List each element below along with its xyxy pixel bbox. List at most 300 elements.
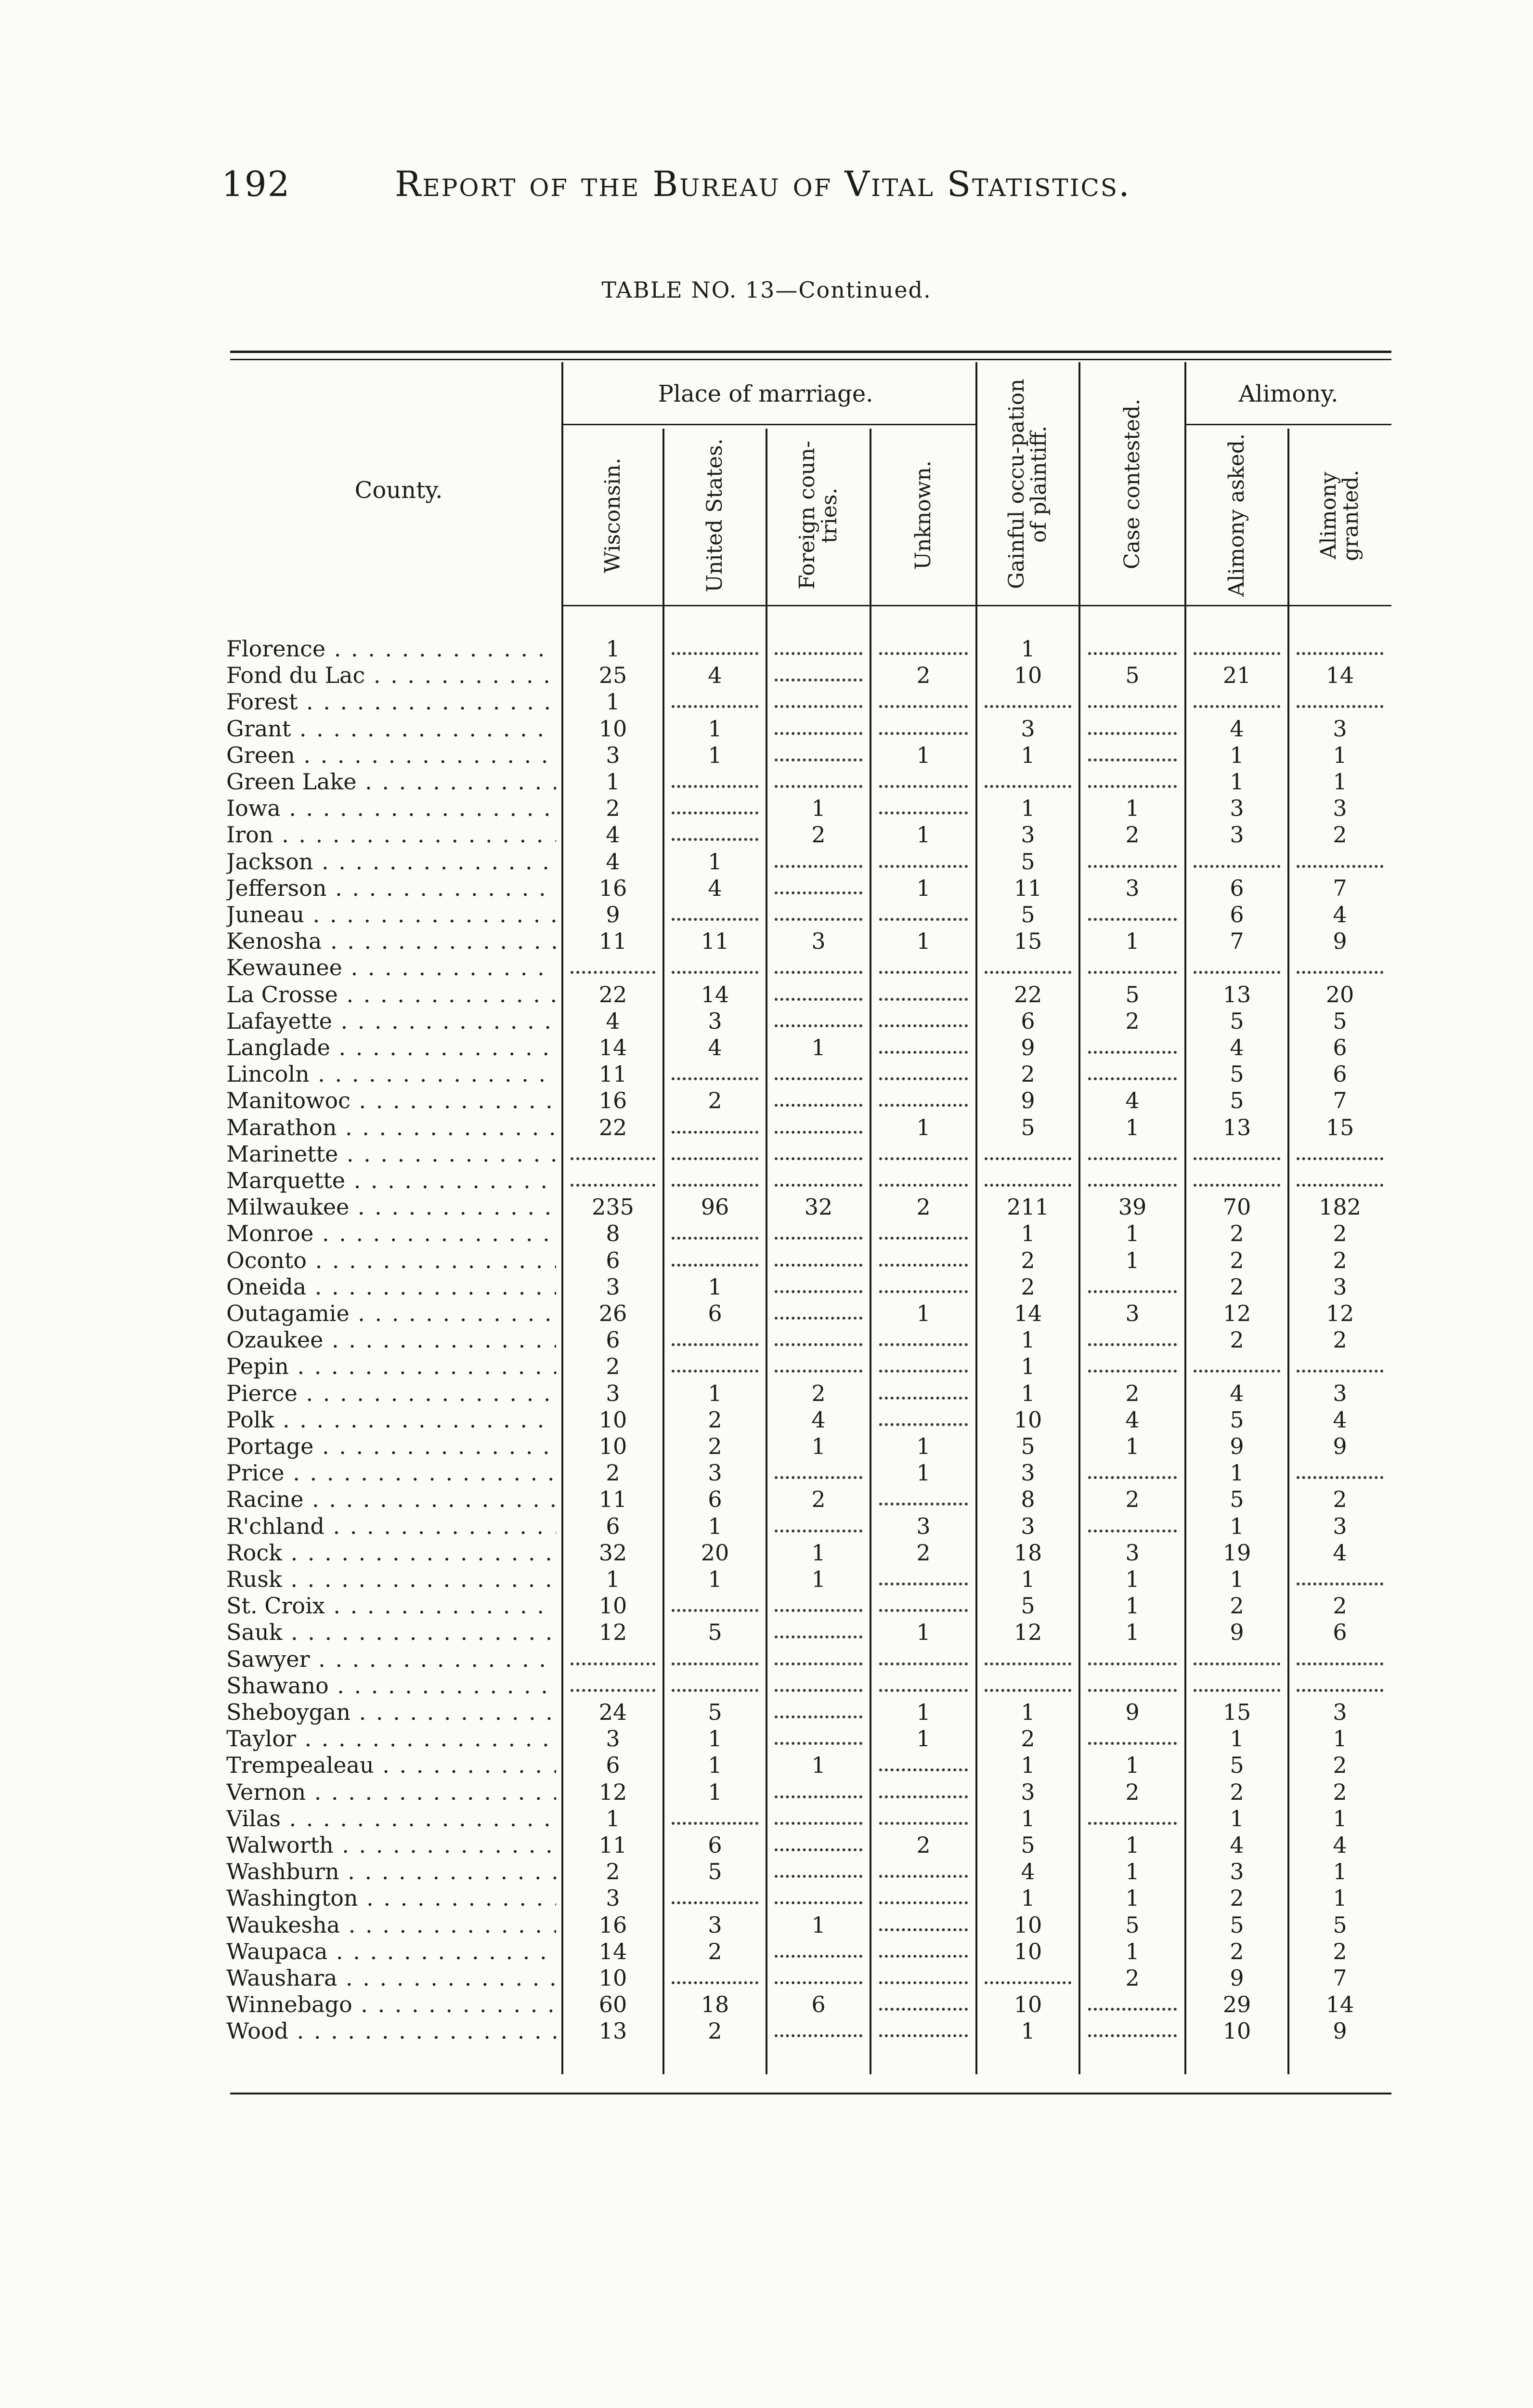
county-name: Sawyer . . . (226, 1646, 556, 1673)
table-row (226, 1167, 1391, 1194)
alimony-granted-cell: 2 (1333, 1593, 1347, 1619)
unknown-cell: 1 (916, 1460, 931, 1486)
gainful-occupation-cell: 8 (1021, 1486, 1035, 1513)
alimony-asked-cell: 7 (1230, 928, 1244, 955)
united-states-cell: 1 (708, 1273, 722, 1300)
county-name: Vilas . . . (226, 1806, 556, 1832)
county-name: Wood . . . (226, 2018, 556, 2044)
county-name: Winnebago . . . (226, 1991, 556, 2018)
united-states-column-header: United States. (702, 438, 727, 592)
united-states-cell: 4 (708, 1034, 722, 1060)
foreign-countries-cell: 1 (811, 1539, 826, 1566)
table-row (226, 636, 1391, 662)
county-name: R'chland . . . (226, 1513, 556, 1540)
table-row (226, 769, 1391, 795)
foreign-countries-cell (766, 1061, 870, 1087)
table-row (226, 2018, 1391, 2044)
alimony-asked-cell: 2 (1230, 1938, 1244, 1964)
table-row (226, 1247, 1391, 1274)
alimony-asked-cell: 2 (1230, 1220, 1244, 1247)
foreign-countries-cell (766, 2018, 870, 2044)
alimony-asked-cell (1185, 849, 1288, 875)
gainful-occupation-cell: 1 (1021, 2018, 1035, 2044)
foreign-countries-cell (766, 955, 870, 981)
wisconsin-cell: 16 (598, 875, 627, 901)
county-name: Price . . . (226, 1460, 556, 1486)
alimony-asked-cell: 9 (1230, 1433, 1244, 1459)
foreign-countries-cell (766, 1008, 870, 1034)
unknown-cell (870, 1885, 976, 1911)
alimony-granted-cell: 7 (1333, 1087, 1347, 1114)
foreign-countries-cell (766, 1832, 870, 1858)
unknown-cell: 2 (916, 1194, 931, 1220)
wisconsin-cell: 10 (598, 1965, 627, 1991)
unknown-cell (870, 1673, 976, 1699)
alimony-asked-cell: 29 (1222, 1991, 1251, 2018)
case-contested-cell: 1 (1125, 795, 1140, 822)
gainful-occupation-cell: 10 (1013, 1938, 1042, 1964)
table-row (226, 1114, 1391, 1141)
alimony-asked-cell: 2 (1230, 1593, 1244, 1619)
wisconsin-cell: 3 (606, 1273, 620, 1300)
case-contested-cell: 3 (1125, 1300, 1140, 1326)
foreign-countries-cell (766, 742, 870, 769)
wisconsin-column-header: Wisconsin. (600, 458, 625, 573)
alimony-asked-cell: 2 (1230, 1247, 1244, 1273)
alimony-granted-cell (1288, 1460, 1391, 1486)
gainful-occupation-cell: 5 (1021, 1832, 1035, 1858)
place-of-marriage-header: Place of marriage. (658, 380, 873, 407)
alimony-asked-cell: 5 (1230, 1486, 1244, 1513)
gainful-occupation-cell: 1 (1021, 1220, 1035, 1247)
wisconsin-cell: 235 (592, 1194, 634, 1220)
unknown-cell (870, 849, 976, 875)
table-row (226, 1752, 1391, 1779)
table-row (226, 1300, 1391, 1327)
alimony-granted-cell: 2 (1333, 1752, 1347, 1779)
wisconsin-cell: 2 (606, 795, 620, 822)
gainful-occupation-cell: 18 (1013, 1539, 1042, 1566)
wisconsin-cell: 2 (606, 1858, 620, 1885)
alimony-asked-cell (1185, 1673, 1288, 1699)
case-contested-cell (1079, 1327, 1185, 1353)
wisconsin-cell: 1 (606, 689, 620, 715)
foreign-countries-cell (766, 1087, 870, 1114)
alimony-granted-cell: 2 (1333, 1247, 1347, 1273)
alimony-granted-cell: 20 (1325, 981, 1354, 1008)
county-name: Forest . . . (226, 689, 556, 715)
gainful-occupation-cell: 11 (1013, 875, 1042, 901)
gainful-occupation-cell (976, 1965, 1079, 1991)
unknown-cell: 2 (916, 1832, 931, 1858)
alimony-asked-cell: 1 (1230, 769, 1244, 795)
county-name: Fond du Lac . . . (226, 662, 556, 689)
county-name: Oconto . . . (226, 1247, 556, 1274)
unknown-cell: 1 (916, 822, 931, 848)
wisconsin-cell: 1 (606, 1566, 620, 1592)
wisconsin-cell: 16 (598, 1087, 627, 1114)
case-contested-cell: 3 (1125, 1539, 1140, 1566)
wisconsin-cell (562, 1141, 663, 1167)
foreign-countries-cell (766, 636, 870, 662)
wisconsin-cell: 11 (598, 1832, 627, 1858)
table-row (226, 1673, 1391, 1699)
wisconsin-cell: 16 (598, 1911, 627, 1938)
gainful-occupation-cell: 3 (1021, 715, 1035, 742)
foreign-countries-cell (766, 1274, 870, 1300)
foreign-countries-cell (766, 1167, 870, 1194)
alimony-asked-cell: 5 (1230, 1087, 1244, 1114)
county-name: Rusk . . . (226, 1566, 556, 1593)
county-name: St. Croix . . . (226, 1593, 556, 1619)
foreign-countries-cell (766, 1141, 870, 1167)
table-row (226, 955, 1391, 981)
foreign-countries-cell (766, 875, 870, 902)
table-row (226, 742, 1391, 769)
alimony-asked-cell: 4 (1230, 1832, 1244, 1858)
alimony-granted-cell: 2 (1333, 1486, 1347, 1513)
unknown-cell (870, 795, 976, 822)
county-name: Lafayette . . . (226, 1008, 556, 1034)
county-name: Lincoln . . . (226, 1061, 556, 1087)
table-row (226, 1726, 1391, 1752)
alimony-granted-cell: 7 (1333, 875, 1347, 901)
alimony-granted-cell: 2 (1333, 1938, 1347, 1964)
unknown-cell: 1 (916, 742, 931, 768)
united-states-cell: 5 (708, 1858, 722, 1885)
gainful-occupation-cell: 1 (1021, 742, 1035, 768)
case-contested-cell (1079, 2018, 1185, 2044)
county-name: Florence . . . (226, 636, 556, 662)
alimony-asked-column-header: Alimony asked. (1224, 433, 1249, 597)
wisconsin-cell: 22 (598, 981, 627, 1008)
case-contested-cell (1079, 849, 1185, 875)
alimony-granted-cell: 6 (1333, 1061, 1347, 1087)
foreign-countries-cell (766, 1938, 870, 1965)
wisconsin-cell: 13 (598, 2018, 627, 2044)
case-contested-cell: 39 (1118, 1194, 1147, 1220)
table-row (226, 1460, 1391, 1486)
wisconsin-cell: 4 (606, 822, 620, 848)
wisconsin-cell: 3 (606, 1726, 620, 1752)
gainful-occupation-cell: 2 (1021, 1247, 1035, 1273)
unknown-cell: 1 (916, 1619, 931, 1646)
table-row (226, 1779, 1391, 1806)
united-states-cell: 1 (708, 1380, 722, 1406)
alimony-asked-cell: 5 (1230, 1752, 1244, 1779)
foreign-countries-cell: 1 (811, 1911, 826, 1938)
case-contested-cell: 1 (1125, 1885, 1140, 1911)
wisconsin-cell: 1 (606, 636, 620, 662)
foreign-countries-cell (766, 1699, 870, 1726)
united-states-cell: 6 (708, 1300, 722, 1326)
foreign-countries-cell (766, 1460, 870, 1486)
unknown-cell (870, 1566, 976, 1593)
united-states-cell (663, 1220, 766, 1247)
gainful-occupation-cell: 5 (1021, 1433, 1035, 1459)
table-row (226, 1593, 1391, 1619)
foreign-countries-cell: 1 (811, 1433, 826, 1459)
unknown-cell (870, 1380, 976, 1407)
unknown-cell: 2 (916, 662, 931, 689)
case-contested-cell: 1 (1125, 1832, 1140, 1858)
table-row (226, 849, 1391, 875)
unknown-cell (870, 1779, 976, 1806)
wisconsin-cell: 22 (598, 1114, 627, 1140)
foreign-countries-cell (766, 982, 870, 1008)
gainful-occupation-cell: 3 (1021, 1779, 1035, 1805)
case-contested-cell (1079, 902, 1185, 928)
wisconsin-cell: 26 (598, 1300, 627, 1326)
table-row (226, 1407, 1391, 1433)
case-contested-cell: 2 (1125, 1779, 1140, 1805)
wisconsin-cell: 32 (598, 1539, 627, 1566)
county-name: Racine . . . (226, 1486, 556, 1513)
foreign-countries-cell (766, 1779, 870, 1806)
foreign-countries-cell (766, 716, 870, 742)
gainful-occupation-cell: 1 (1021, 1699, 1035, 1725)
foreign-countries-cell (766, 1353, 870, 1380)
alimony-asked-cell: 1 (1230, 1805, 1244, 1832)
case-contested-cell: 1 (1125, 1566, 1140, 1592)
gainful-occupation-cell: 1 (1021, 1805, 1035, 1832)
alimony-asked-cell: 3 (1230, 1858, 1244, 1885)
alimony-granted-cell: 1 (1333, 1885, 1347, 1911)
unknown-cell (870, 2018, 976, 2044)
page-header (221, 164, 1329, 217)
unknown-cell (870, 955, 976, 981)
alimony-granted-cell (1288, 955, 1391, 981)
unknown-cell (870, 1247, 976, 1274)
gainful-occupation-cell: 211 (1007, 1194, 1049, 1220)
county-name: Polk . . . (226, 1407, 556, 1433)
wisconsin-cell: 10 (598, 1433, 627, 1459)
foreign-countries-cell (766, 1114, 870, 1141)
table-row (226, 1034, 1391, 1061)
alimony-asked-cell: 9 (1230, 1619, 1244, 1646)
foreign-countries-cell (766, 689, 870, 715)
county-name: Kenosha . . . (226, 928, 556, 955)
case-contested-cell (1079, 1167, 1185, 1194)
alimony-header: Alimony. (1238, 380, 1338, 407)
united-states-cell: 3 (708, 1460, 722, 1486)
wisconsin-cell: 6 (606, 1752, 620, 1779)
county-name: Walworth . . . (226, 1832, 556, 1858)
table-row (226, 795, 1391, 822)
foreign-countries-cell: 3 (811, 928, 826, 955)
case-contested-cell: 3 (1125, 875, 1140, 901)
wisconsin-cell: 3 (606, 1885, 620, 1911)
alimony-asked-cell: 2 (1230, 1273, 1244, 1300)
county-name: La Crosse . . . (226, 982, 556, 1008)
unknown-cell (870, 1353, 976, 1380)
alimony-asked-cell: 1 (1230, 1513, 1244, 1539)
alimony-group-rule (1185, 424, 1391, 425)
county-name: Jackson . . . (226, 849, 556, 875)
alimony-asked-cell: 13 (1222, 1114, 1251, 1140)
alimony-granted-cell: 2 (1333, 1327, 1347, 1353)
case-contested-cell (1079, 636, 1185, 662)
alimony-granted-cell (1288, 1167, 1391, 1194)
alimony-asked-cell: 2 (1230, 1327, 1244, 1353)
gainful-occupation-cell: 3 (1021, 1460, 1035, 1486)
united-states-cell (663, 1247, 766, 1274)
case-contested-cell: 4 (1125, 1406, 1140, 1433)
unknown-cell (870, 1061, 976, 1087)
alimony-asked-cell (1185, 1167, 1288, 1194)
united-states-cell (663, 1114, 766, 1141)
wisconsin-cell: 11 (598, 1061, 627, 1087)
wisconsin-cell: 12 (598, 1779, 627, 1805)
united-states-cell (663, 689, 766, 715)
table-row (226, 1566, 1391, 1593)
united-states-cell: 1 (708, 715, 722, 742)
united-states-cell: 6 (708, 1486, 722, 1513)
united-states-cell (663, 769, 766, 795)
gainful-occupation-cell: 1 (1021, 1380, 1035, 1406)
united-states-cell: 1 (708, 742, 722, 768)
alimony-asked-cell (1185, 636, 1288, 662)
gainful-occupation-cell: 1 (1021, 1752, 1035, 1779)
table-top-rule (230, 351, 1391, 353)
unknown-cell: 1 (916, 1726, 931, 1752)
gainful-occupation-cell: 1 (1021, 1353, 1035, 1380)
county-name: Marquette . . . (226, 1167, 556, 1194)
unknown-cell (870, 716, 976, 742)
table-row (226, 1380, 1391, 1407)
case-contested-cell (1079, 1673, 1185, 1699)
foreign-countries-cell: 1 (811, 795, 826, 822)
case-contested-column-header: Case contested. (1119, 398, 1144, 570)
case-contested-cell (1079, 1991, 1185, 2018)
table-row (226, 1513, 1391, 1540)
table-row (226, 1008, 1391, 1034)
wisconsin-cell: 14 (598, 1938, 627, 1964)
united-states-cell (663, 822, 766, 848)
alimony-granted-cell: 182 (1319, 1194, 1361, 1220)
gainful-occupation-cell: 1 (1021, 1885, 1035, 1911)
county-name: Ozaukee . . . (226, 1327, 556, 1353)
foreign-countries-cell: 6 (811, 1991, 826, 2018)
gainful-occupation-column-header: Gainful occu-pation of plaintiff. (1004, 379, 1051, 589)
wisconsin-cell: 6 (606, 1513, 620, 1539)
county-column-header: County. (354, 477, 443, 504)
alimony-granted-cell: 4 (1333, 1406, 1347, 1433)
gainful-occupation-cell: 15 (1013, 928, 1042, 955)
wisconsin-cell: 8 (606, 1220, 620, 1247)
gainful-occupation-cell: 2 (1021, 1061, 1035, 1087)
alimony-granted-cell: 6 (1333, 1619, 1347, 1646)
case-contested-cell: 1 (1125, 1858, 1140, 1885)
case-contested-cell: 2 (1125, 1380, 1140, 1406)
case-contested-cell: 1 (1125, 1220, 1140, 1247)
gainful-occupation-cell (976, 769, 1079, 795)
foreign-countries-cell (766, 662, 870, 689)
alimony-asked-cell (1185, 1353, 1288, 1380)
county-name: Jefferson . . . (226, 875, 556, 902)
foreign-countries-cell (766, 1300, 870, 1327)
case-contested-cell: 5 (1125, 981, 1140, 1008)
united-states-cell: 2 (708, 2018, 722, 2044)
table-row (226, 662, 1391, 689)
alimony-granted-cell: 5 (1333, 1911, 1347, 1938)
case-contested-cell: 1 (1125, 1619, 1140, 1646)
table-row (226, 1353, 1391, 1380)
table-row (226, 1991, 1391, 2018)
county-name: Sauk . . . (226, 1619, 556, 1646)
united-states-cell (663, 1167, 766, 1194)
gainful-occupation-cell: 9 (1021, 1034, 1035, 1060)
unknown-cell (870, 689, 976, 715)
unknown-cell (870, 1806, 976, 1832)
united-states-cell (663, 1646, 766, 1673)
gainful-occupation-cell (976, 1646, 1079, 1673)
gainful-occupation-cell: 5 (1021, 1593, 1035, 1619)
foreign-countries-cell (766, 902, 870, 928)
page-number: 192 (221, 164, 291, 204)
county-name: Milwaukee . . . (226, 1194, 556, 1220)
united-states-cell (663, 1141, 766, 1167)
case-contested-cell: 2 (1125, 822, 1140, 848)
alimony-granted-cell (1288, 1673, 1391, 1699)
unknown-cell (870, 1858, 976, 1885)
alimony-granted-cell: 3 (1333, 1273, 1347, 1300)
table-row (226, 875, 1391, 902)
case-contested-cell: 2 (1125, 1008, 1140, 1034)
alimony-granted-cell: 1 (1333, 769, 1347, 795)
table-row (226, 1699, 1391, 1726)
gainful-occupation-cell: 9 (1021, 1087, 1035, 1114)
county-name: Outagamie . . . (226, 1300, 556, 1327)
case-contested-cell (1079, 769, 1185, 795)
united-states-cell (663, 1327, 766, 1353)
alimony-asked-cell: 3 (1230, 795, 1244, 822)
case-contested-cell (1079, 1061, 1185, 1087)
unknown-cell (870, 1965, 976, 1991)
wisconsin-cell: 24 (598, 1699, 627, 1725)
county-name: Juneau . . . (226, 902, 556, 928)
gainful-occupation-cell (976, 955, 1079, 981)
united-states-cell (663, 1353, 766, 1380)
wisconsin-cell: 6 (606, 1247, 620, 1273)
county-name: Taylor . . . (226, 1726, 556, 1752)
unknown-cell (870, 1752, 976, 1779)
alimony-granted-cell (1288, 1353, 1391, 1380)
gainful-occupation-cell: 5 (1021, 902, 1035, 928)
gainful-occupation-cell: 4 (1021, 1858, 1035, 1885)
county-name: Washburn . . . (226, 1858, 556, 1885)
alimony-granted-cell: 1 (1333, 1805, 1347, 1832)
united-states-cell: 4 (708, 662, 722, 689)
alimony-granted-cell: 1 (1333, 1858, 1347, 1885)
united-states-cell: 1 (708, 1752, 722, 1779)
county-name: Waukesha . . . (226, 1912, 556, 1938)
alimony-asked-cell (1185, 1141, 1288, 1167)
alimony-granted-cell: 4 (1333, 1832, 1347, 1858)
united-states-cell: 20 (701, 1539, 729, 1566)
county-name: Pepin . . . (226, 1353, 556, 1380)
gainful-occupation-cell: 3 (1021, 1513, 1035, 1539)
alimony-granted-cell: 12 (1325, 1300, 1354, 1326)
case-contested-cell (1079, 1646, 1185, 1673)
alimony-granted-cell: 2 (1333, 1220, 1347, 1247)
header-bottom-rule (561, 605, 1391, 606)
case-contested-cell: 1 (1125, 1752, 1140, 1779)
alimony-granted-cell: 3 (1333, 715, 1347, 742)
foreign-countries-column-header: Foreign coun-tries. (794, 441, 842, 590)
unknown-cell: 1 (916, 1300, 931, 1326)
alimony-asked-cell: 9 (1230, 1965, 1244, 1991)
